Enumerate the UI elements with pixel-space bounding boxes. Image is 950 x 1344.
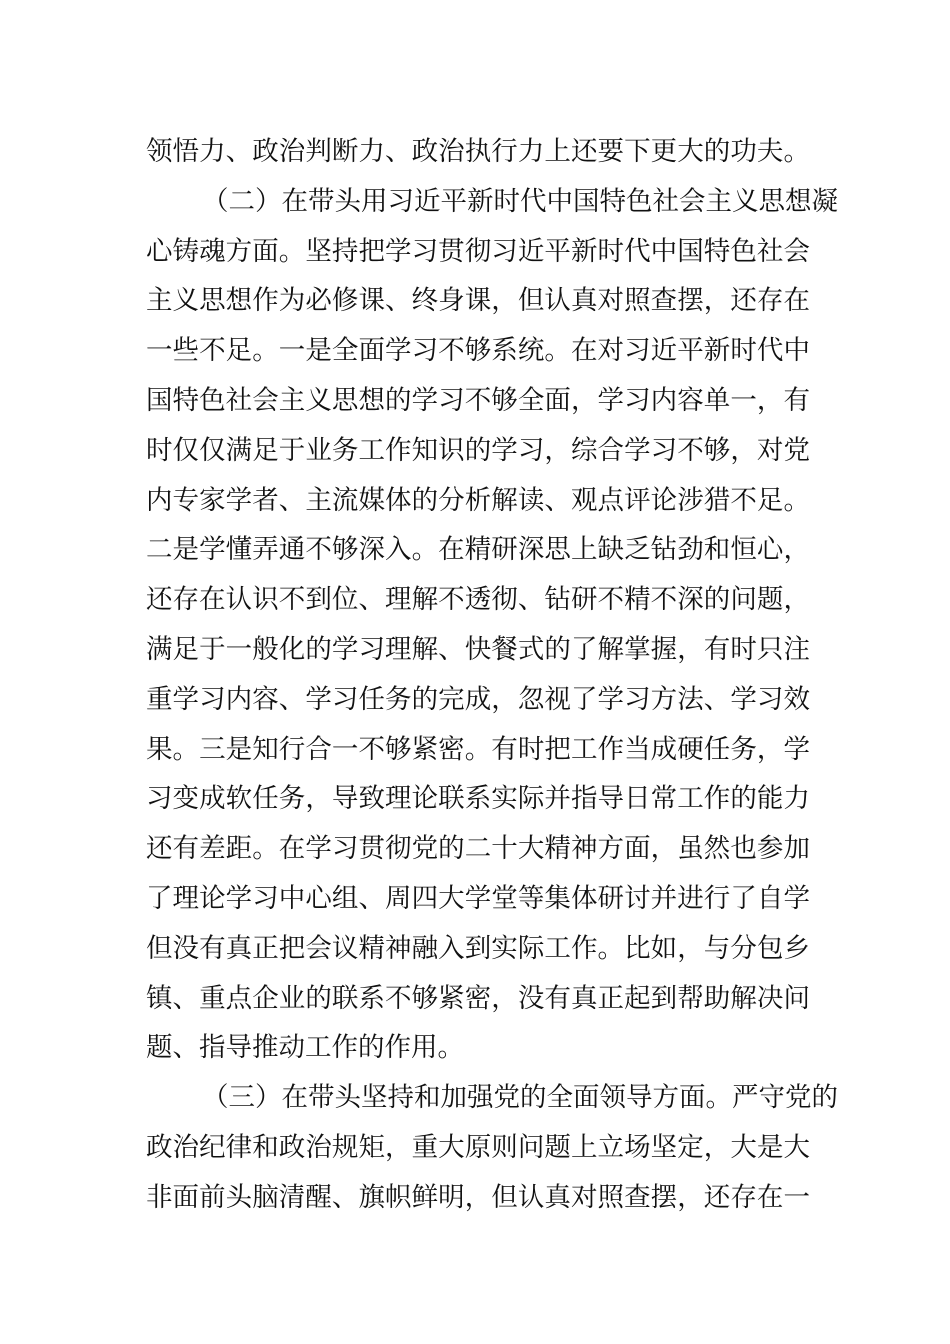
text-line: 了理论学习中心组、周四大学堂等集体研讨并进行了自学: [146, 882, 810, 914]
paragraph-start-line: （三）在带头坚持和加强党的全面领导方面。严守党的: [202, 1082, 838, 1114]
text-line: 重学习内容、学习任务的完成，忽视了学习方法、学习效: [146, 683, 810, 715]
text-line: 主义思想作为必修课、终身课，但认真对照查摆，还存在: [146, 285, 810, 317]
text-line: 非面前头脑清醒、旗帜鲜明，但认真对照查摆，还存在一: [146, 1181, 810, 1213]
text-line: 镇、重点企业的联系不够紧密，没有真正起到帮助解决问: [146, 982, 810, 1014]
text-line: 时仅仅满足于业务工作知识的学习，综合学习不够，对党: [146, 434, 810, 466]
text-line: 领悟力、政治判断力、政治执行力上还要下更大的功夫。: [146, 136, 810, 167]
document-body: [146, 127, 838, 1223]
text-line: 政治纪律和政治规矩，重大原则问题上立场坚定，大是大: [146, 1131, 810, 1163]
text-line: 满足于一般化的学习理解、快餐式的了解掌握，有时只注: [146, 633, 810, 665]
text-line: 习变成软任务，导致理论联系实际并指导日常工作的能力: [146, 783, 810, 815]
text-line: 国特色社会主义思想的学习不够全面，学习内容单一，有: [146, 384, 810, 416]
text-line: 果。三是知行合一不够紧密。有时把工作当成硬任务，学: [146, 733, 810, 765]
paragraph-start-line: （二）在带头用习近平新时代中国特色社会主义思想凝: [202, 185, 838, 217]
text-line: 一些不足。一是全面学习不够系统。在对习近平新时代中: [146, 335, 810, 367]
text-line: 还存在认识不到位、理解不透彻、钻研不精不深的问题，: [146, 584, 810, 616]
text-line: 二是学懂弄通不够深入。在精研深思上缺乏钻劲和恒心，: [146, 534, 810, 566]
paragraph-end-line: 题、指导推动工作的作用。: [146, 1032, 464, 1064]
text-line: 但没有真正把会议精神融入到实际工作。比如，与分包乡: [146, 932, 810, 964]
text-line: 内专家学者、主流媒体的分析解读、观点评论涉猎不足。: [146, 484, 810, 516]
text-line: 心铸魂方面。坚持把学习贯彻习近平新时代中国特色社会: [146, 235, 810, 267]
text-line: 还有差距。在学习贯彻党的二十大精神方面，虽然也参加: [146, 833, 810, 865]
